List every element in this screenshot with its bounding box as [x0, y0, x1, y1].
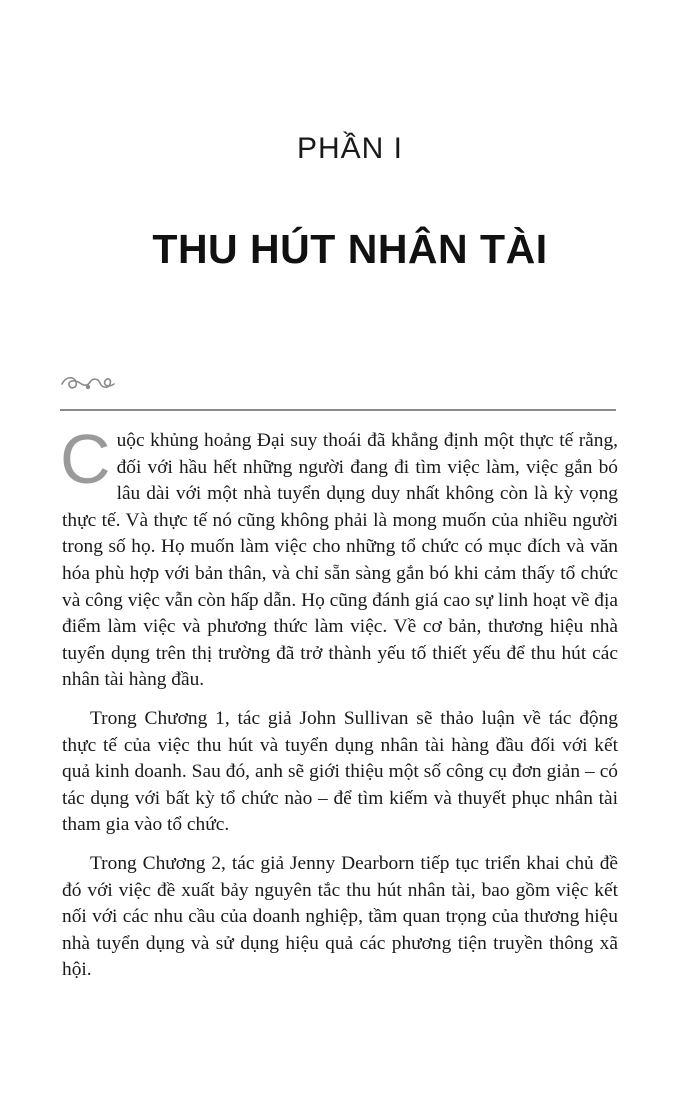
- part-title: THU HÚT NHÂN TÀI: [152, 226, 548, 272]
- paragraph-3: Trong Chương 2, tác giả Jenny Dearborn tiếp tục triển khai chủ đề đó với việc đề xuất bảy nguyên tắc thu hút nhân tài, bao gồm việc kết nối với các nhu cầu của doanh nghiệp, tầm quan trọng của thương hiệu nhà tuyển dụng và sử dụng hiệu quả các phương tiện truyền thông xã hội.: [62, 852, 618, 981]
- paragraph-1-text: uộc khủng hoảng Đại suy thoái đã khẳng định một thực tế rằng, đối với hầu hết những người đang đi tìm việc làm, việc gắn bó lâu dài với một nhà tuyển dụng duy nhất không còn là kỳ vọng thực tế. Và thực tế nó cũng không phải là mong muốn của nhiều người trong số họ. Họ muốn làm việc cho những tổ chức có mục đích và văn hóa phù hợp với bản thân, và chỉ sẵn sàng gắn bó khi cảm thấy tổ chức và công việc vẫn còn hấp dẫn. Họ cũng đánh giá cao sự linh hoạt về địa điểm làm việc và phương thức làm việc. Về cơ bản, thương hiệu nhà tuyển dụng trên thị trường đã trở thành yếu tố thiết yếu để thu hút các nhân tài hàng đầu.: [62, 430, 618, 691]
- paragraph-1: [60, 420, 618, 694]
- section-divider: [60, 409, 616, 411]
- chapter-intro: [60, 420, 618, 996]
- paragraph-2: Trong Chương 1, tác giả John Sullivan sẽ thảo luận về tác động thực tế của việc thu hút và tuyển dụng nhân tài hàng đầu đối với kết quả kinh doanh. Sau đó, anh sẽ giới thiệu một số công cụ đơn giản – có tác dụng với bất kỳ tổ chức nào – để tìm kiếm và thuyết phục nhân tài tham gia vào tổ chức.: [62, 707, 618, 836]
- flourish-ornament-icon: [60, 370, 116, 396]
- dropcap-letter: C: [60, 420, 111, 498]
- part-label: PHẦN I: [296, 132, 404, 165]
